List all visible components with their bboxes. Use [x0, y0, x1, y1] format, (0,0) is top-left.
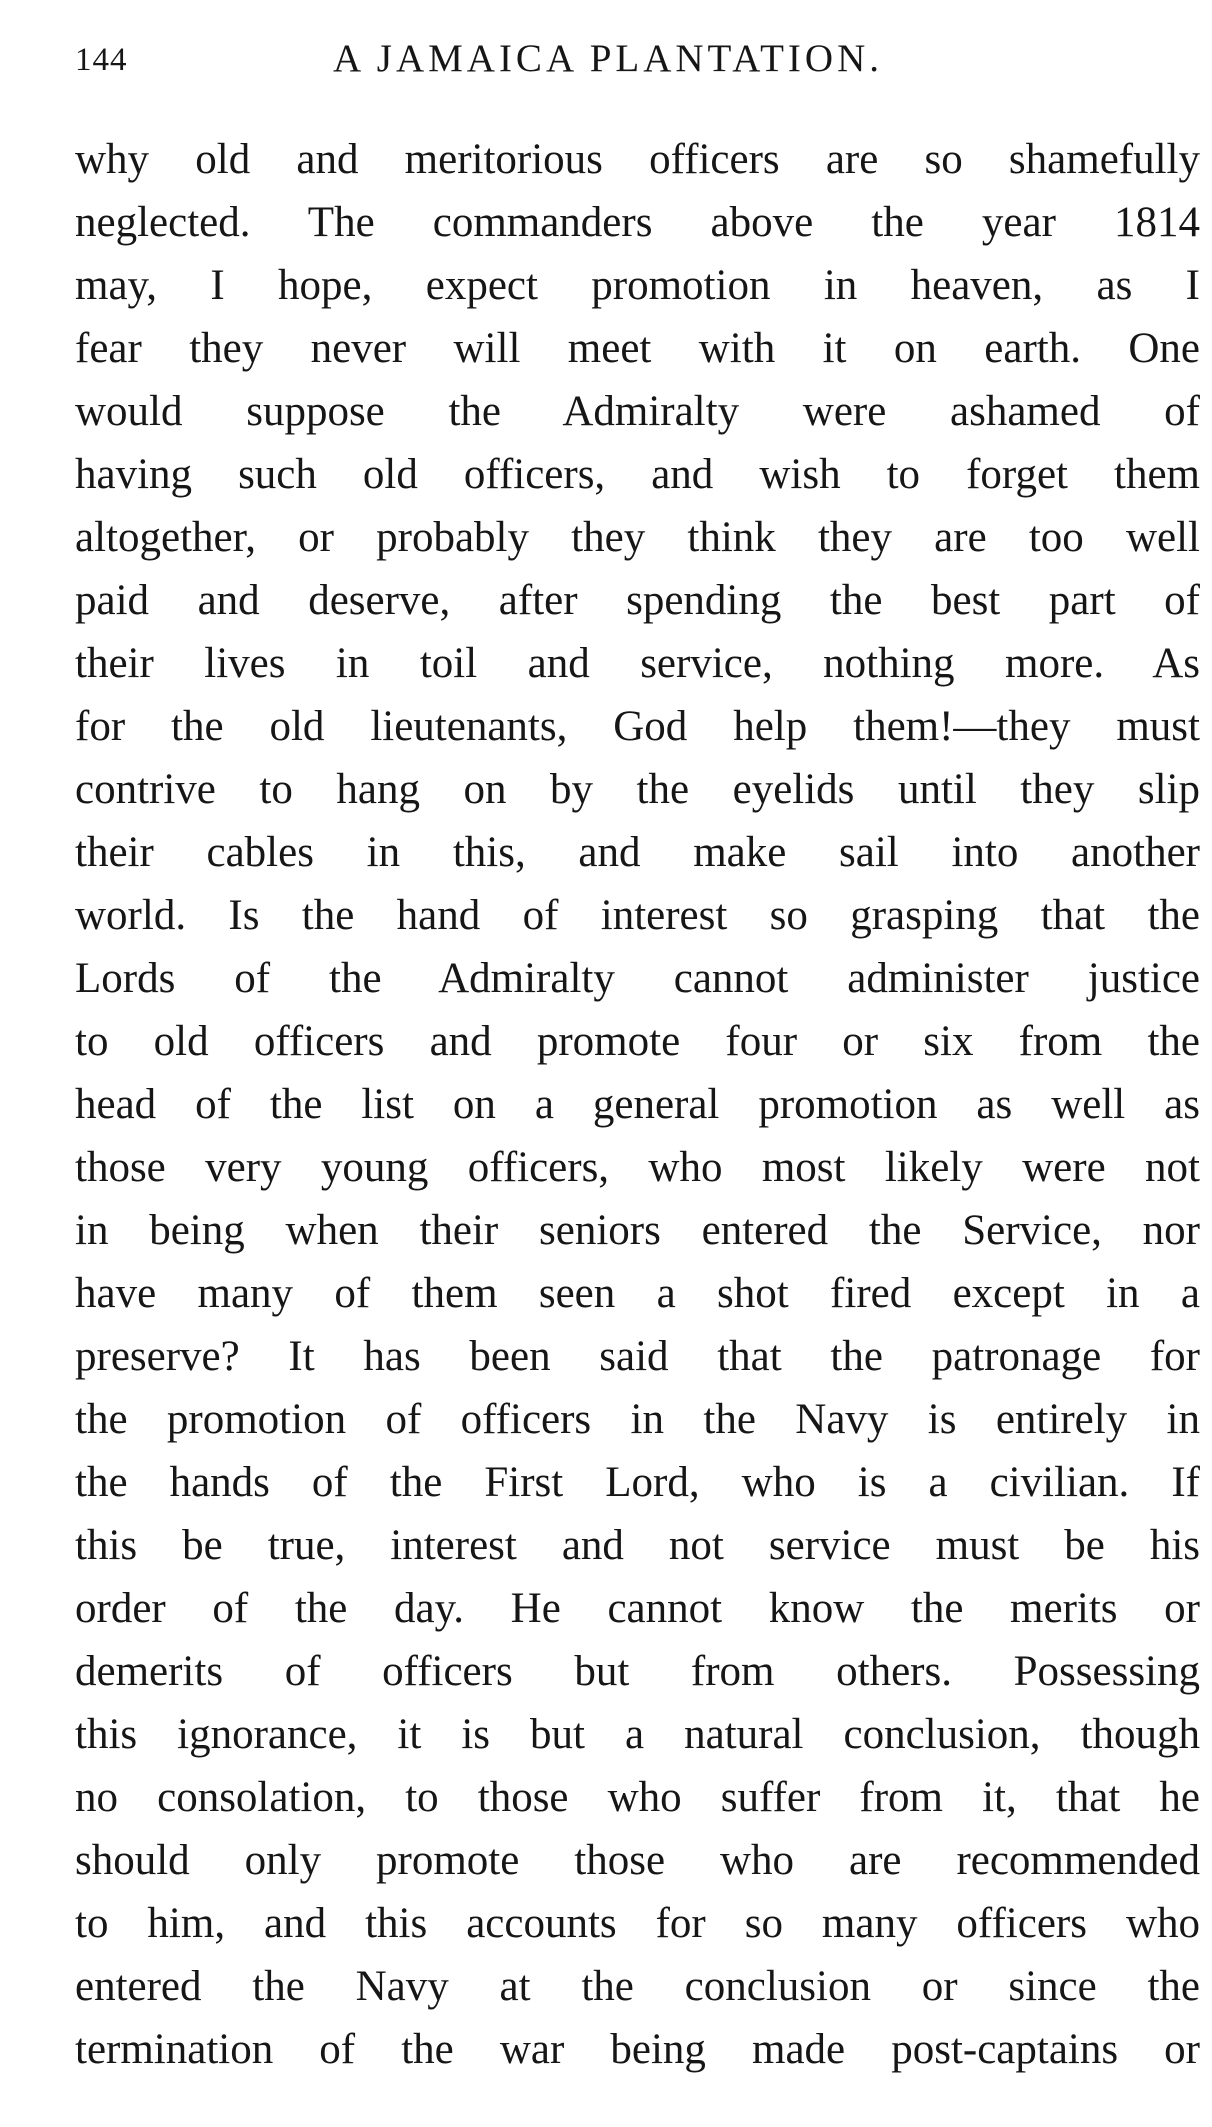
text-line: their lives in toil and service, nothing more. As	[75, 640, 1200, 687]
text-line: in being when their seniors entered the Service, nor	[75, 1207, 1200, 1254]
text-line: altogether, or probably they think they are too well	[75, 514, 1200, 561]
text-line: to him, and this accounts for so many officers who	[75, 1900, 1200, 1947]
text-line: preserve? It has been said that the patronage for	[75, 1333, 1200, 1380]
text-line: their cables in this, and make sail into another	[75, 829, 1200, 876]
text-line: for the old lieutenants, God help them!—they must	[75, 703, 1200, 750]
text-line: should only promote those who are recommended	[75, 1837, 1200, 1884]
running-header	[75, 32, 1200, 92]
text-line: may, I hope, expect promotion in heaven, as I	[75, 262, 1200, 309]
text-line: this ignorance, it is but a natural conclusion, though	[75, 1711, 1200, 1758]
running-title: A JAMAICA PLANTATION.	[333, 37, 883, 80]
text-line: why old and meritorious officers are so shamefully	[75, 136, 1200, 183]
text-line: the promotion of officers in the Navy is entirely in	[75, 1396, 1200, 1443]
text-line: have many of them seen a shot fired except in a	[75, 1270, 1200, 1317]
page-number: 144	[75, 42, 128, 78]
text-line: to old officers and promote four or six from the	[75, 1018, 1200, 1065]
text-line: paid and deserve, after spending the best part of	[75, 577, 1200, 624]
body-text	[75, 128, 1200, 2081]
text-line: order of the day. He cannot know the merits or	[75, 1585, 1200, 1632]
text-line: those very young officers, who most likely were not	[75, 1144, 1200, 1191]
text-line: no consolation, to those who suffer from it, that he	[75, 1774, 1200, 1821]
text-line: termination of the war being made post-captains or	[75, 2026, 1200, 2073]
text-line: having such old officers, and wish to forget them	[75, 451, 1200, 498]
text-line: contrive to hang on by the eyelids until they slip	[75, 766, 1200, 813]
text-line: entered the Navy at the conclusion or since the	[75, 1963, 1200, 2010]
text-line: this be true, interest and not service must be his	[75, 1522, 1200, 1569]
text-line: the hands of the First Lord, who is a civilian. If	[75, 1459, 1200, 1506]
text-line: Lords of the Admiralty cannot administer justice	[75, 955, 1200, 1002]
text-line: neglected. The commanders above the year 1814	[75, 199, 1200, 246]
text-line: would suppose the Admiralty were ashamed of	[75, 388, 1200, 435]
text-line: world. Is the hand of interest so grasping that the	[75, 892, 1200, 939]
text-line: fear they never will meet with it on earth. One	[75, 325, 1200, 372]
text-line: demerits of officers but from others. Possessing	[75, 1648, 1200, 1695]
text-line: head of the list on a general promotion as well as	[75, 1081, 1200, 1128]
